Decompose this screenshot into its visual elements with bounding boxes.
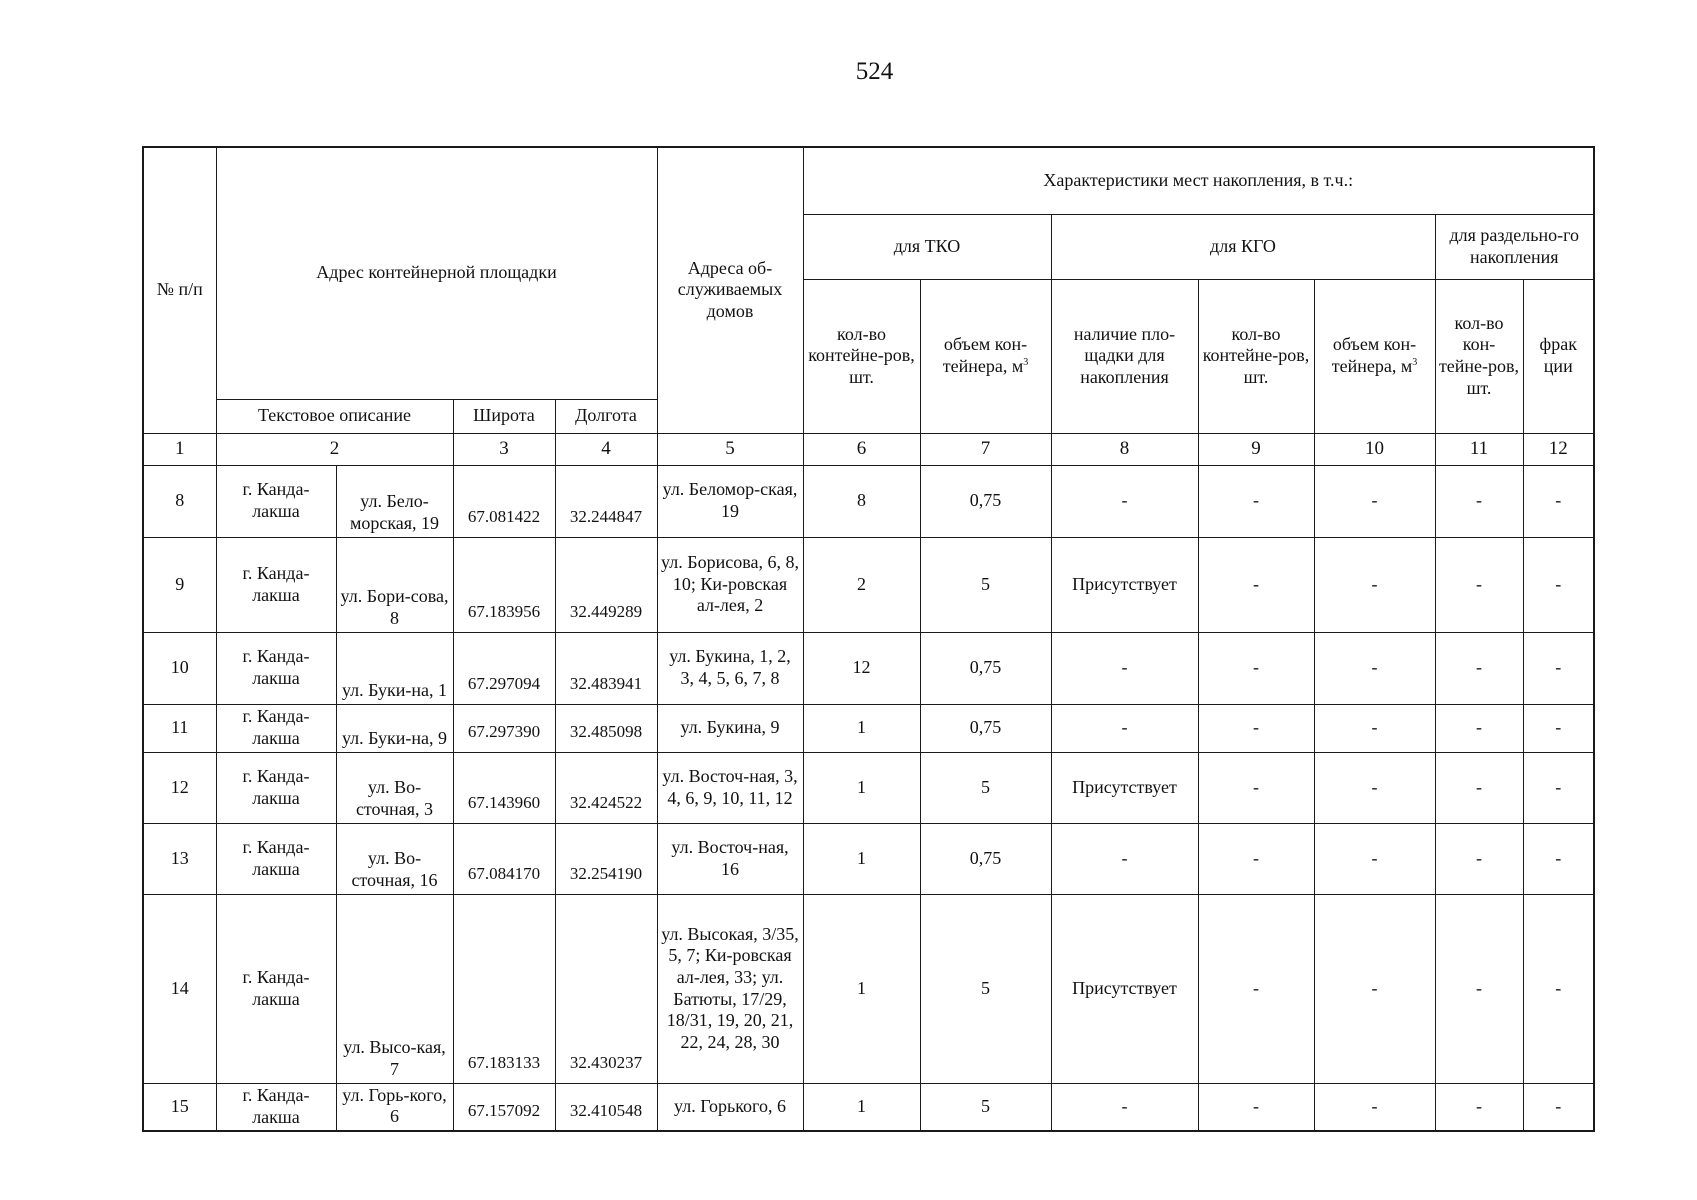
row-tko-volume: 5 [920,1083,1051,1131]
row-latitude: 67.084170 [453,823,555,894]
row-tko-count: 1 [803,894,920,1083]
row-kgo-count: - [1198,752,1314,823]
row-street: ул. Во-сточная, 16 [336,823,453,894]
row-kgo-volume: - [1314,632,1435,704]
row-kgo-site: Присутствует [1051,894,1198,1083]
row-longitude: 32.483941 [555,632,657,704]
table-row [143,1083,1594,1131]
row-served-houses: ул. Высокая, 3/35, 5, 7; Ки-ровская ал-лея, 33; ул. Батюты, 17/29, 18/31, 19, 20, 21, 22, 24, 28, 30 [657,894,803,1083]
column-number: 6 [803,433,920,465]
row-city: г. Канда-лакша [216,465,336,537]
row-served-houses: ул. Восточ-ная, 3, 4, 6, 9, 10, 11, 12 [657,752,803,823]
table-row [143,465,1594,537]
row-latitude: 67.143960 [453,752,555,823]
row-tko-volume: 5 [920,752,1051,823]
row-separate-count: - [1435,823,1523,894]
row-separate-fraction: - [1523,823,1594,894]
row-street: ул. Буки-на, 1 [336,632,453,704]
row-kgo-volume: - [1314,894,1435,1083]
row-separate-fraction: - [1523,537,1594,632]
row-kgo-site: - [1051,1083,1198,1131]
table-row [143,632,1594,704]
row-kgo-count: - [1198,823,1314,894]
row-kgo-site: Присутствует [1051,537,1198,632]
row-number: 15 [143,1083,216,1131]
row-city: г. Канда-лакша [216,894,336,1083]
row-served-houses: ул. Борисова, 6, 8, 10; Ки-ровская ал-лея, 2 [657,537,803,632]
column-number: 9 [1198,433,1314,465]
header-kgo-count: кол-во контейне-ров, шт. [1198,279,1314,433]
row-separate-count: - [1435,465,1523,537]
row-served-houses: ул. Беломор-ская, 19 [657,465,803,537]
column-number-row [143,433,1594,465]
table-row [143,752,1594,823]
row-separate-fraction: - [1523,704,1594,752]
row-kgo-site: - [1051,632,1198,704]
header-separate-fraction: фрак ции [1523,279,1594,433]
table-row [143,704,1594,752]
row-latitude: 67.297094 [453,632,555,704]
row-kgo-count: - [1198,632,1314,704]
row-kgo-site: - [1051,704,1198,752]
column-number: 5 [657,433,803,465]
row-city: г. Канда-лакша [216,632,336,704]
row-tko-volume: 0,75 [920,704,1051,752]
header-separate-count: кол-во кон-тейне-ров, шт. [1435,279,1523,433]
row-tko-count: 1 [803,704,920,752]
row-separate-count: - [1435,632,1523,704]
row-kgo-volume: - [1314,752,1435,823]
column-number: 2 [216,433,453,465]
row-served-houses: ул. Горького, 6 [657,1083,803,1131]
header-latitude: Широта [453,399,555,433]
header-longitude: Долгота [555,399,657,433]
container-sites-table [142,146,1595,1132]
header-group-tko: для ТКО [803,214,1051,279]
row-tko-volume: 0,75 [920,465,1051,537]
row-separate-fraction: - [1523,894,1594,1083]
row-number: 8 [143,465,216,537]
row-kgo-site: - [1051,823,1198,894]
row-longitude: 32.485098 [555,704,657,752]
row-separate-count: - [1435,894,1523,1083]
row-number: 10 [143,632,216,704]
row-longitude: 32.254190 [555,823,657,894]
row-street: ул. Бело-морская, 19 [336,465,453,537]
row-tko-count: 1 [803,1083,920,1131]
row-city: г. Канда-лакша [216,704,336,752]
row-street: ул. Высо-кая, 7 [336,894,453,1083]
header-tko-count: кол-во контейне-ров, шт. [803,279,920,433]
row-kgo-volume: - [1314,1083,1435,1131]
header-kgo-volume: объем кон-тейнера, $м^3$ [1314,279,1435,433]
column-number: 11 [1435,433,1523,465]
row-served-houses: ул. Букина, 9 [657,704,803,752]
table-row [143,537,1594,632]
row-tko-volume: 0,75 [920,632,1051,704]
row-street: ул. Горь-кого, 6 [336,1083,453,1131]
row-street: ул. Буки-на, 9 [336,704,453,752]
column-number: 4 [555,433,657,465]
row-kgo-volume: - [1314,823,1435,894]
row-street: ул. Во-сточная, 3 [336,752,453,823]
row-latitude: 67.183956 [453,537,555,632]
column-number: 1 [143,433,216,465]
row-longitude: 32.430237 [555,894,657,1083]
row-number: 13 [143,823,216,894]
row-separate-count: - [1435,752,1523,823]
row-city: г. Канда-лакша [216,823,336,894]
row-longitude: 32.449289 [555,537,657,632]
row-separate-fraction: - [1523,1083,1594,1131]
row-kgo-volume: - [1314,465,1435,537]
row-kgo-count: - [1198,1083,1314,1131]
row-tko-volume: 5 [920,537,1051,632]
row-tko-count: 12 [803,632,920,704]
row-tko-count: 1 [803,752,920,823]
row-number: 9 [143,537,216,632]
row-separate-count: - [1435,704,1523,752]
column-number: 8 [1051,433,1198,465]
row-latitude: 67.183133 [453,894,555,1083]
row-tko-count: 8 [803,465,920,537]
header-group-separate: для раздельно-го накопления [1435,214,1594,279]
row-served-houses: ул. Восточ-ная, 16 [657,823,803,894]
column-number: 10 [1314,433,1435,465]
header-text-description: Текстовое описание [216,399,453,433]
row-kgo-count: - [1198,465,1314,537]
row-tko-volume: 5 [920,894,1051,1083]
row-city: г. Канда-лакша [216,752,336,823]
row-separate-fraction: - [1523,752,1594,823]
column-number: 12 [1523,433,1594,465]
row-street: ул. Бори-сова, 8 [336,537,453,632]
row-city: г. Канда-лакша [216,1083,336,1131]
row-city: г. Канда-лакша [216,537,336,632]
row-longitude: 32.424522 [555,752,657,823]
row-number: 12 [143,752,216,823]
row-longitude: 32.244847 [555,465,657,537]
row-kgo-count: - [1198,704,1314,752]
header-group-kgo: для КГО [1051,214,1435,279]
header-kgo-site: наличие пло-щадки для накопления [1051,279,1198,433]
row-tko-count: 2 [803,537,920,632]
row-separate-fraction: - [1523,632,1594,704]
row-separate-fraction: - [1523,465,1594,537]
column-number: 7 [920,433,1051,465]
header-served-houses: Адреса об-служиваемых домов [657,147,803,433]
row-kgo-volume: - [1314,537,1435,632]
row-latitude: 67.081422 [453,465,555,537]
row-tko-volume: 0,75 [920,823,1051,894]
row-number: 11 [143,704,216,752]
row-kgo-count: - [1198,537,1314,632]
row-kgo-site: Присутствует [1051,752,1198,823]
row-separate-count: - [1435,537,1523,632]
table-row [143,894,1594,1083]
row-tko-count: 1 [803,823,920,894]
header-address: Адрес контейнерной площадки [216,147,657,399]
row-separate-count: - [1435,1083,1523,1131]
header-tko-volume: объем кон-тейнера, $м^3$ [920,279,1051,433]
table-row [143,823,1594,894]
row-latitude: 67.157092 [453,1083,555,1131]
row-kgo-count: - [1198,894,1314,1083]
row-latitude: 67.297390 [453,704,555,752]
page-number: 524 [855,58,894,85]
header-no: № п/п [143,147,216,433]
header-characteristics: Характеристики мест накопления, в т.ч.: [803,147,1594,214]
row-kgo-volume: - [1314,704,1435,752]
row-number: 14 [143,894,216,1083]
column-number: 3 [453,433,555,465]
row-kgo-site: - [1051,465,1198,537]
row-longitude: 32.410548 [555,1083,657,1131]
row-served-houses: ул. Букина, 1, 2, 3, 4, 5, 6, 7, 8 [657,632,803,704]
